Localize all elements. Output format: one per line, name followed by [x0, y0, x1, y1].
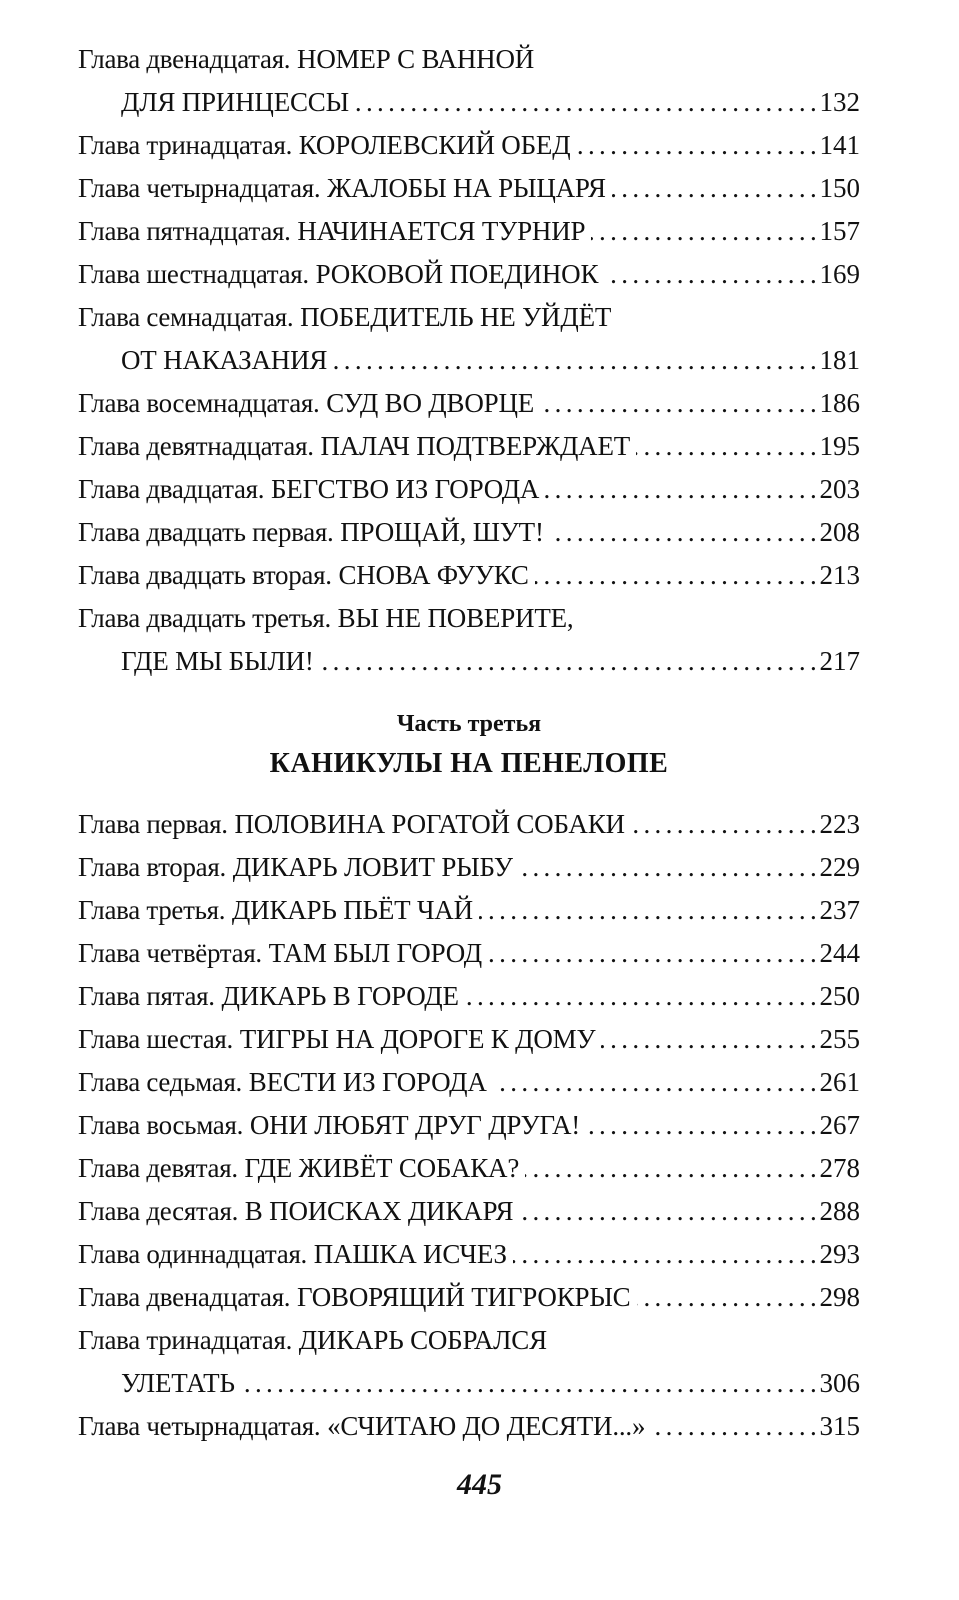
- chapter-title: ОНИ ЛЮБЯТ ДРУГ ДРУГА!: [249, 1110, 581, 1140]
- toc-entry-label: [78, 253, 598, 296]
- chapter-number: Глава четырнадцатая.: [78, 173, 321, 203]
- chapter-number: Глава шестнадцатая.: [78, 259, 309, 289]
- page-ref: 293: [819, 1239, 860, 1269]
- dot-leader: [519, 846, 816, 889]
- chapter-title: КОРОЛЕВСКИЙ ОБЕД: [298, 130, 571, 160]
- chapter-title: ТАМ БЫЛ ГОРОД: [268, 938, 482, 968]
- toc-entry-label: [78, 167, 606, 210]
- chapter-title: НОМЕР С ВАННОЙ: [297, 44, 535, 74]
- toc-entry-label: [78, 1405, 645, 1448]
- page-ref: 244: [819, 938, 860, 968]
- toc-entry: [78, 124, 860, 167]
- chapter-title: ПРОЩАЙ, ШУТ!: [340, 517, 544, 547]
- dot-leader: [545, 468, 815, 511]
- dot-leader: [465, 975, 816, 1018]
- toc-entry: [78, 1276, 860, 1319]
- chapter-title: ПАШКА ИСЧЕЗ: [313, 1239, 507, 1269]
- chapter-title: ВЕСТИ ИЗ ГОРОДА: [248, 1067, 487, 1097]
- toc-entry-label: [78, 296, 611, 339]
- dot-leader: [355, 81, 816, 124]
- toc-entry: [78, 932, 860, 975]
- chapter-title: В ПОИСКАХ ДИКАРЯ: [244, 1196, 514, 1226]
- toc-entry: [78, 1147, 860, 1190]
- page-ref: 288: [819, 1196, 860, 1226]
- part-title: КАНИКУЛЫ НА ПЕНЕЛОПЕ: [269, 748, 669, 779]
- toc-entry: [78, 597, 860, 640]
- page-ref: 203: [819, 474, 860, 504]
- page-ref: 208: [819, 517, 860, 547]
- toc-entry: [78, 296, 860, 339]
- page-ref: 181: [819, 345, 860, 375]
- page-ref: 213: [819, 560, 860, 590]
- toc-entry-label: [78, 1104, 580, 1147]
- toc-entry: [78, 167, 860, 210]
- chapter-title: ПОБЕДИТЕЛЬ НЕ УЙДЁТ: [300, 302, 612, 332]
- page-ref: 229: [819, 852, 860, 882]
- chapter-title: ТИГРЫ НА ДОРОГЕ К ДОМУ: [239, 1024, 596, 1054]
- toc-entry-label: [78, 124, 570, 167]
- chapter-number: Глава двенадцатая.: [78, 1282, 291, 1312]
- chapter-number: Глава одиннадцатая.: [78, 1239, 308, 1269]
- toc-entry-label: [78, 1319, 547, 1362]
- page-ref: 157: [819, 216, 860, 246]
- part-heading: [78, 705, 860, 785]
- chapter-number: Глава шестая.: [78, 1024, 233, 1054]
- chapter-title: ДИКАРЬ СОБРАЛСЯ: [298, 1325, 547, 1355]
- chapter-number: Глава девятая.: [78, 1153, 238, 1183]
- chapter-number: Глава тринадцатая.: [78, 130, 293, 160]
- chapter-title: ДИКАРЬ ПЬЁТ ЧАЙ: [231, 895, 473, 925]
- toc-entry-label: [78, 511, 544, 554]
- toc-entry-label: [78, 932, 482, 975]
- chapter-title: ЖАЛОБЫ НА РЫЦАРЯ: [327, 173, 606, 203]
- toc-entry-label: [78, 38, 534, 81]
- chapter-title-continued: ДЛЯ ПРИНЦЕССЫ: [121, 87, 349, 117]
- toc-entry: [78, 511, 860, 554]
- dot-leader: [320, 640, 816, 683]
- chapter-number: Глава четырнадцатая.: [78, 1411, 321, 1441]
- dot-leader: [636, 425, 815, 468]
- chapter-title: БЕГСТВО ИЗ ГОРОДА: [270, 474, 540, 504]
- toc-entry: [78, 803, 860, 846]
- page-ref: 141: [819, 130, 860, 160]
- toc-entry: [78, 38, 860, 81]
- page-number: 445: [457, 1468, 502, 1501]
- toc-entry: [78, 1061, 860, 1104]
- toc-section-part-three: [78, 803, 860, 1448]
- toc-entry: [78, 846, 860, 889]
- toc-entry: [78, 1319, 860, 1362]
- page-ref: 306: [819, 1368, 860, 1398]
- chapter-title: ДИКАРЬ В ГОРОДЕ: [221, 981, 459, 1011]
- chapter-number: Глава пятнадцатая.: [78, 216, 291, 246]
- chapter-number: Глава девятнадцатая.: [78, 431, 314, 461]
- toc-entry-label: [78, 1190, 513, 1233]
- dot-leader: [637, 1276, 816, 1319]
- dot-leader: [535, 554, 816, 597]
- toc-entry-label: [78, 975, 459, 1018]
- chapter-title: ВЫ НЕ ПОВЕРИТЕ,: [337, 603, 574, 633]
- toc-entry-continuation: [78, 1362, 860, 1405]
- toc-entry-label: [78, 1233, 507, 1276]
- page-ref: 267: [819, 1110, 860, 1140]
- dot-leader: [651, 1405, 815, 1448]
- toc-entry-label: [78, 210, 585, 253]
- page-ref: 261: [819, 1067, 860, 1097]
- toc-entry: [78, 554, 860, 597]
- chapter-title-continued: УЛЕТАТЬ: [121, 1368, 235, 1398]
- toc-entry: [78, 1190, 860, 1233]
- chapter-number: Глава вторая.: [78, 852, 226, 882]
- chapter-number: Глава первая.: [78, 809, 228, 839]
- toc-entry-label: [78, 1147, 519, 1190]
- dot-leader: [519, 1190, 815, 1233]
- chapter-title: «СЧИТАЮ ДО ДЕСЯТИ...»: [327, 1411, 646, 1441]
- chapter-number: Глава десятая.: [78, 1196, 239, 1226]
- toc-entry-label: [78, 803, 625, 846]
- table-of-contents: [78, 38, 860, 1448]
- chapter-number: Глава седьмая.: [78, 1067, 243, 1097]
- page-ref: 195: [819, 431, 860, 461]
- dot-leader: [612, 167, 816, 210]
- page-ref: 223: [819, 809, 860, 839]
- dot-leader: [333, 339, 815, 382]
- page-ref: 278: [819, 1153, 860, 1183]
- dot-leader: [601, 1018, 815, 1061]
- toc-entry: [78, 1104, 860, 1147]
- toc-entry: [78, 1018, 860, 1061]
- toc-entry-continuation: [78, 640, 860, 683]
- chapter-number: Глава семнадцатая.: [78, 302, 294, 332]
- page-ref: 298: [819, 1282, 860, 1312]
- page-ref: 186: [819, 388, 860, 418]
- chapter-title: ГДЕ ЖИВЁТ СОБАКА?: [244, 1153, 520, 1183]
- dot-leader: [513, 1233, 816, 1276]
- toc-entry-label: [78, 846, 513, 889]
- toc-entry: [78, 210, 860, 253]
- page-ref: 217: [819, 646, 860, 676]
- page-ref: 255: [819, 1024, 860, 1054]
- toc-entry: [78, 253, 860, 296]
- toc-entry: [78, 425, 860, 468]
- toc-entry-label: [78, 1018, 595, 1061]
- page-ref: 150: [819, 173, 860, 203]
- chapter-number: Глава третья.: [78, 895, 226, 925]
- chapter-title-continued: ОТ НАКАЗАНИЯ: [121, 345, 328, 375]
- chapter-title: СНОВА ФУУКС: [338, 560, 529, 590]
- page-ref: 132: [819, 87, 860, 117]
- dot-leader: [540, 382, 815, 425]
- chapter-number: Глава двенадцатая.: [78, 44, 291, 74]
- toc-entry-label: [78, 1276, 631, 1319]
- chapter-title: ПАЛАЧ ПОДТВЕРЖДАЕТ: [320, 431, 631, 461]
- chapter-title: СУД ВО ДВОРЦЕ: [326, 388, 535, 418]
- chapter-number: Глава тринадцатая.: [78, 1325, 293, 1355]
- chapter-title: ГОВОРЯЩИЙ ТИГРОКРЫС: [297, 1282, 631, 1312]
- toc-entry-label: [78, 382, 534, 425]
- dot-leader: [586, 1104, 815, 1147]
- dot-leader: [493, 1061, 816, 1104]
- toc-entry-label: [78, 1061, 487, 1104]
- dot-leader: [631, 803, 816, 846]
- part-label: Часть третья: [396, 711, 542, 737]
- dot-leader: [604, 253, 815, 296]
- toc-entry: [78, 468, 860, 511]
- chapter-title-continued: ГДЕ МЫ БЫЛИ!: [121, 646, 314, 676]
- chapter-number: Глава двадцатая.: [78, 474, 265, 504]
- dot-leader: [241, 1362, 816, 1405]
- page-ref: 169: [819, 259, 860, 289]
- toc-entry-continuation: [78, 81, 860, 124]
- page-ref: 315: [819, 1411, 860, 1441]
- dot-leader: [525, 1147, 815, 1190]
- chapter-title: ДИКАРЬ ЛОВИТ РЫБУ: [232, 852, 513, 882]
- chapter-title: НАЧИНАЕТСЯ ТУРНИР: [297, 216, 586, 246]
- toc-section-previous-part: [78, 38, 860, 683]
- chapter-number: Глава двадцать третья.: [78, 603, 331, 633]
- page-ref: 237: [819, 895, 860, 925]
- toc-entry-label: [78, 554, 529, 597]
- chapter-number: Глава восемнадцатая.: [78, 388, 320, 418]
- toc-entry-label: [78, 597, 573, 640]
- toc-entry: [78, 1233, 860, 1276]
- chapter-title: РОКОВОЙ ПОЕДИНОК: [315, 259, 599, 289]
- page-ref: 250: [819, 981, 860, 1011]
- chapter-number: Глава двадцать первая.: [78, 517, 334, 547]
- chapter-title: ПОЛОВИНА РОГАТОЙ СОБАКИ: [234, 809, 625, 839]
- toc-entry: [78, 889, 860, 932]
- chapter-number: Глава четвёртая.: [78, 938, 262, 968]
- dot-leader: [550, 511, 816, 554]
- dot-leader: [479, 889, 816, 932]
- dot-leader: [591, 210, 815, 253]
- chapter-number: Глава двадцать вторая.: [78, 560, 332, 590]
- dot-leader: [576, 124, 815, 167]
- toc-entry: [78, 1405, 860, 1448]
- toc-entry-continuation: [78, 339, 860, 382]
- chapter-number: Глава пятая.: [78, 981, 215, 1011]
- toc-entry-label: [78, 425, 630, 468]
- toc-entry-label: [78, 889, 473, 932]
- dot-leader: [488, 932, 816, 975]
- toc-entry-label: [78, 468, 539, 511]
- chapter-number: Глава восьмая.: [78, 1110, 244, 1140]
- toc-entry: [78, 975, 860, 1018]
- toc-entry: [78, 382, 860, 425]
